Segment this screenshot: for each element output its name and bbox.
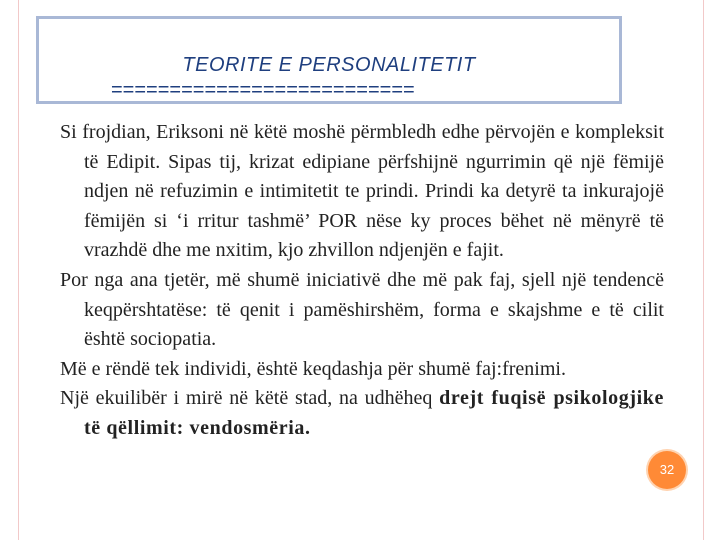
paragraph-4-text: Një ekuilibër i mirë në këtë stad, na udhëheq xyxy=(60,387,440,410)
left-margin-rule xyxy=(18,0,19,540)
paragraph-4-bold-text: drejt fuqisë psikologjike të qëllimit: vendosmëria. xyxy=(84,387,664,439)
title-underline: ========================== xyxy=(111,79,415,101)
right-margin-rule xyxy=(703,0,704,540)
page-number-badge: 32 xyxy=(648,451,686,489)
title-box xyxy=(36,16,622,104)
slide-body xyxy=(60,118,664,444)
paragraph-3: Më e rëndë tek individi, është keqdashja për shumë faj:frenimi. xyxy=(60,357,566,380)
paragraph-2: Por nga ana tjetër, më shumë iniciativë dhe më pak faj, sjell një tendencë keqpërshtatëse: të qenit i pamëshirshëm, forma e skajshme e të cilit është sociopatia. xyxy=(60,268,664,351)
slide-title: TEORITE E PERSONALITETIT xyxy=(182,54,476,76)
paragraph-4 xyxy=(60,384,664,443)
paragraph-1: Si frojdian, Eriksoni në këtë moshë përmbledh edhe përvojën e kompleksit të Edipit. Sipas tij, krizat edipiane përfshijnë ngurrimin që një fëmijë ndjen në refuzimin e intimitetit te prindi. Prindi ka detyrë ta inkurajojë fëmijën si ‘i rritur tashmë’ POR nëse ky proces bëhet në mënyrë të vrazhdë dhe me nxitim, kjo zhvillon ndjenjën e fajit. xyxy=(60,121,664,262)
